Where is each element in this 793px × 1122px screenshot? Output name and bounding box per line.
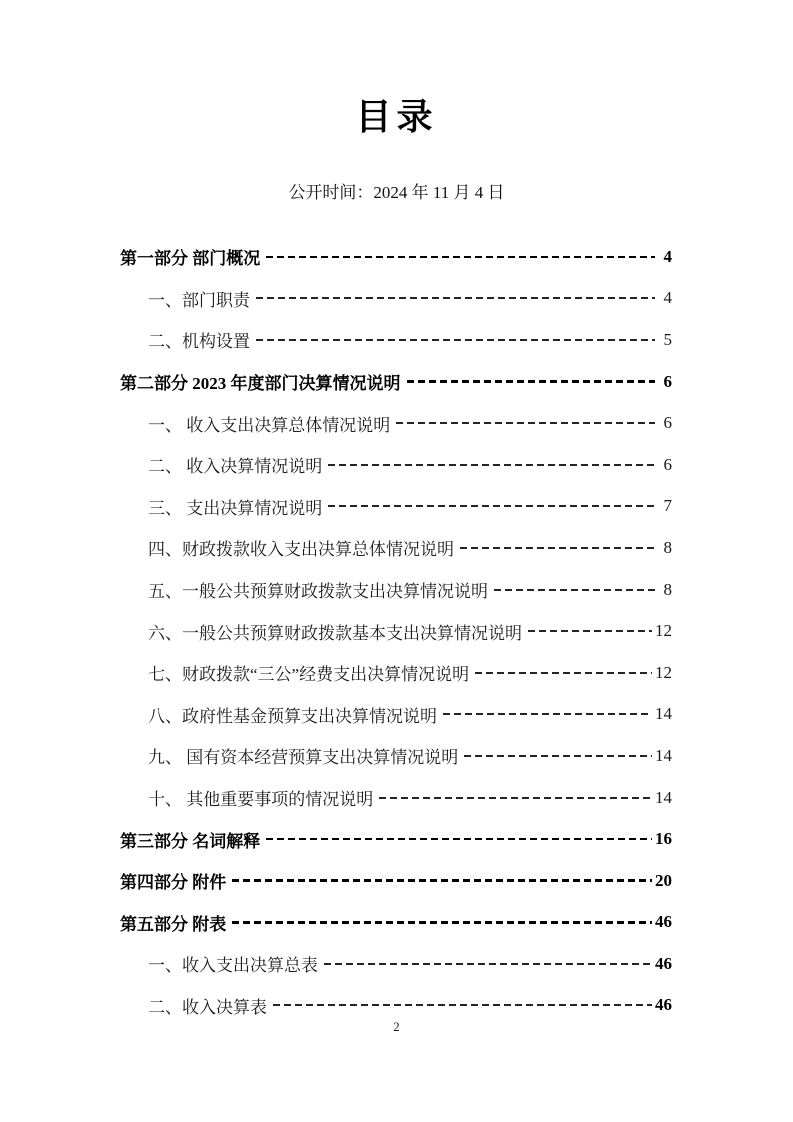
publish-date: 公开时间：2024 年 11 月 4 日 <box>288 183 505 202</box>
page-title: 目录 <box>355 97 438 137</box>
table-of-contents <box>120 236 672 1026</box>
toc-page-number: 6 <box>663 454 672 474</box>
toc-entry <box>120 735 672 777</box>
toc-page-number: 46 <box>655 995 672 1015</box>
toc-entry <box>120 694 672 736</box>
dot-leader <box>232 921 652 924</box>
toc-entry-label: 五、一般公共预算财政拨款支出决算情况说明 <box>148 582 488 602</box>
dot-leader <box>396 422 655 424</box>
toc-entry-label: 二、收入决算表 <box>148 997 267 1017</box>
toc-entry-label: 二、 收入决算情况说明 <box>148 457 323 477</box>
toc-entry <box>120 402 672 444</box>
toc-entry-label: 九、 国有资本经营预算支出决算情况说明 <box>148 748 459 768</box>
toc-entry-part-2 <box>120 361 672 403</box>
toc-page-number: 4 <box>663 246 672 266</box>
toc-entry-label: 八、政府性基金预算支出决算情况说明 <box>148 706 437 726</box>
toc-page-number: 8 <box>663 537 672 557</box>
toc-entry-label: 六、一般公共预算财政拨款基本支出决算情况说明 <box>148 623 522 643</box>
dot-leader <box>328 464 655 466</box>
toc-entry <box>120 777 672 819</box>
dot-leader <box>328 505 655 507</box>
toc-entry-label: 第四部分 附件 <box>120 873 227 893</box>
toc-entry-label: 七、财政拨款“三公”经费支出决算情况说明 <box>148 665 470 685</box>
toc-entry-label: 第五部分 附表 <box>120 914 227 934</box>
toc-entry-label: 一、部门职责 <box>148 290 250 310</box>
toc-entry-part-3 <box>120 818 672 860</box>
toc-entry-part-5 <box>120 902 672 944</box>
toc-page-number: 7 <box>663 496 672 516</box>
toc-entry-label: 第二部分 2023 年度部门决算情况说明 <box>120 374 401 394</box>
toc-page-number: 12 <box>655 621 672 641</box>
dot-leader <box>379 797 652 799</box>
dot-leader <box>475 672 652 674</box>
toc-page-number: 46 <box>655 912 672 932</box>
dot-leader <box>266 256 655 259</box>
toc-entry <box>120 486 672 528</box>
dot-leader <box>256 297 655 299</box>
dot-leader <box>443 713 652 715</box>
toc-entry-part-1 <box>120 236 672 278</box>
toc-page-number: 12 <box>655 662 672 682</box>
dot-leader <box>494 589 655 591</box>
toc-page-number: 46 <box>655 953 672 973</box>
toc-entry <box>120 610 672 652</box>
toc-page-number: 14 <box>655 745 672 765</box>
toc-page-number: 16 <box>655 829 672 849</box>
toc-entry-label: 十、 其他重要事项的情况说明 <box>148 790 374 810</box>
toc-entry-label: 二、机构设置 <box>148 332 250 352</box>
toc-entry-label: 四、财政拨款收入支出决算总体情况说明 <box>148 540 454 560</box>
toc-page-number: 14 <box>655 787 672 807</box>
dot-leader <box>460 547 655 549</box>
toc-entry <box>120 444 672 486</box>
toc-entry <box>120 527 672 569</box>
dot-leader <box>232 879 652 882</box>
dot-leader <box>528 630 652 632</box>
toc-entry-label: 一、 收入支出决算总体情况说明 <box>148 415 391 435</box>
toc-page-number: 6 <box>663 413 672 433</box>
toc-page-number: 20 <box>655 870 672 890</box>
toc-entry <box>120 319 672 361</box>
toc-entry <box>120 278 672 320</box>
footer-page-number: 2 <box>393 1019 400 1034</box>
dot-leader <box>464 755 652 757</box>
toc-page-number: 14 <box>655 704 672 724</box>
toc-entry-label: 第三部分 名词解释 <box>120 831 261 851</box>
toc-page-number: 6 <box>663 371 672 391</box>
dot-leader <box>273 1004 652 1006</box>
toc-page-number: 4 <box>663 288 672 308</box>
toc-entry <box>120 569 672 611</box>
toc-entry-part-4 <box>120 860 672 902</box>
dot-leader <box>324 963 652 965</box>
toc-page-number: 8 <box>663 579 672 599</box>
toc-entry-label: 一、收入支出决算总表 <box>148 956 318 976</box>
toc-entry <box>120 652 672 694</box>
dot-leader <box>266 838 652 841</box>
toc-entry <box>120 943 672 985</box>
toc-page-number: 5 <box>663 329 672 349</box>
toc-entry-label: 三、 支出决算情况说明 <box>148 498 323 518</box>
dot-leader <box>256 339 655 341</box>
dot-leader <box>407 380 656 383</box>
toc-entry-label: 第一部分 部门概况 <box>120 249 261 269</box>
